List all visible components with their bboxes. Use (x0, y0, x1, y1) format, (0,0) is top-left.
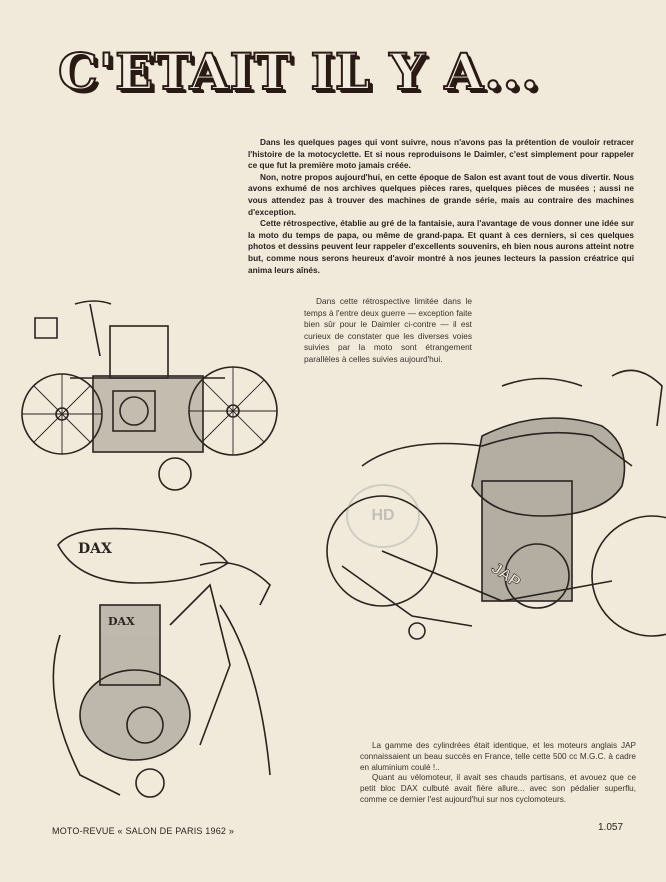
caption-paragraph: La gamme des cylindrées était identique, et les moteurs anglais JAP connaissaient un beau succès en France, telle cette 500 cc M.G.C. à cadre en aluminium coulé !.. (360, 741, 636, 772)
page-title: C'ETAIT IL Y A... (58, 42, 540, 101)
dax-caption (360, 741, 636, 806)
intro-paragraph: Non, notre propos aujourd'hui, en cette époque de Salon est avant tout de vous divertir. Nous avons exhumé de nos archives quelques pièces rares, quelques pièces de musées ; aussi ne vous attendez pas à trouver des machines de grande série, mais au contraire des machines d'exception. (248, 171, 634, 217)
intro-paragraph: Cette rétrospective, établie au gré de la fantaisie, aura l'avantage de vous donner une idée sur la moto du temps de papa, ou même de grand-papa. Et quant à ces derniers, si ces quelques photos et dessins peuvent leur rappeler d'excellents souvenirs, eh bien nous aurons atteint notre but, comme nous serons heureux d'avoir montré à nos jeunes lecteurs la passion créatrice qui anima leurs aînés. (248, 218, 634, 275)
page-number: 1.057 (598, 822, 624, 833)
intro-paragraph: Dans les quelques pages qui vont suivre, nous n'avons pas la prétention de vouloir retracer l'histoire de la motocyclette. Et si nous reproduisons le Daimler, c'est simplement pour rappeler ce que fut la première moto jamais créée. (248, 137, 634, 171)
dax-illustration (50, 515, 280, 810)
caption-paragraph: Quant au vélomoteur, il avait ses chauds partisans, et avouez que ce petit bloc DAX culbuté avait fière allure... avec son pédalier superflu, comme ce dernier l'est aujourd'hui sur nos cyclomoteurs. (360, 773, 636, 804)
daimler-illustration (15, 296, 280, 501)
dax-engine-label: DAX (108, 615, 135, 628)
jap-engine-label: JAP (487, 559, 524, 592)
daimler-caption (304, 296, 472, 366)
intro-text (248, 137, 634, 276)
caption-paragraph: Dans cette rétrospective limitée dans le temps à l'entre deux guerre — exception faite bien sûr pour le Daimler ci-contre — il est curieux de constater que les diverses voies suivies par la moto sont étrangement parallèles à celles suivies aujourd'hui. (304, 296, 472, 364)
watermark: HD (346, 484, 420, 548)
footer-publication: MOTO-REVUE « SALON DE PARIS 1962 » (52, 826, 235, 836)
dax-tank-label: DAX (78, 541, 112, 557)
